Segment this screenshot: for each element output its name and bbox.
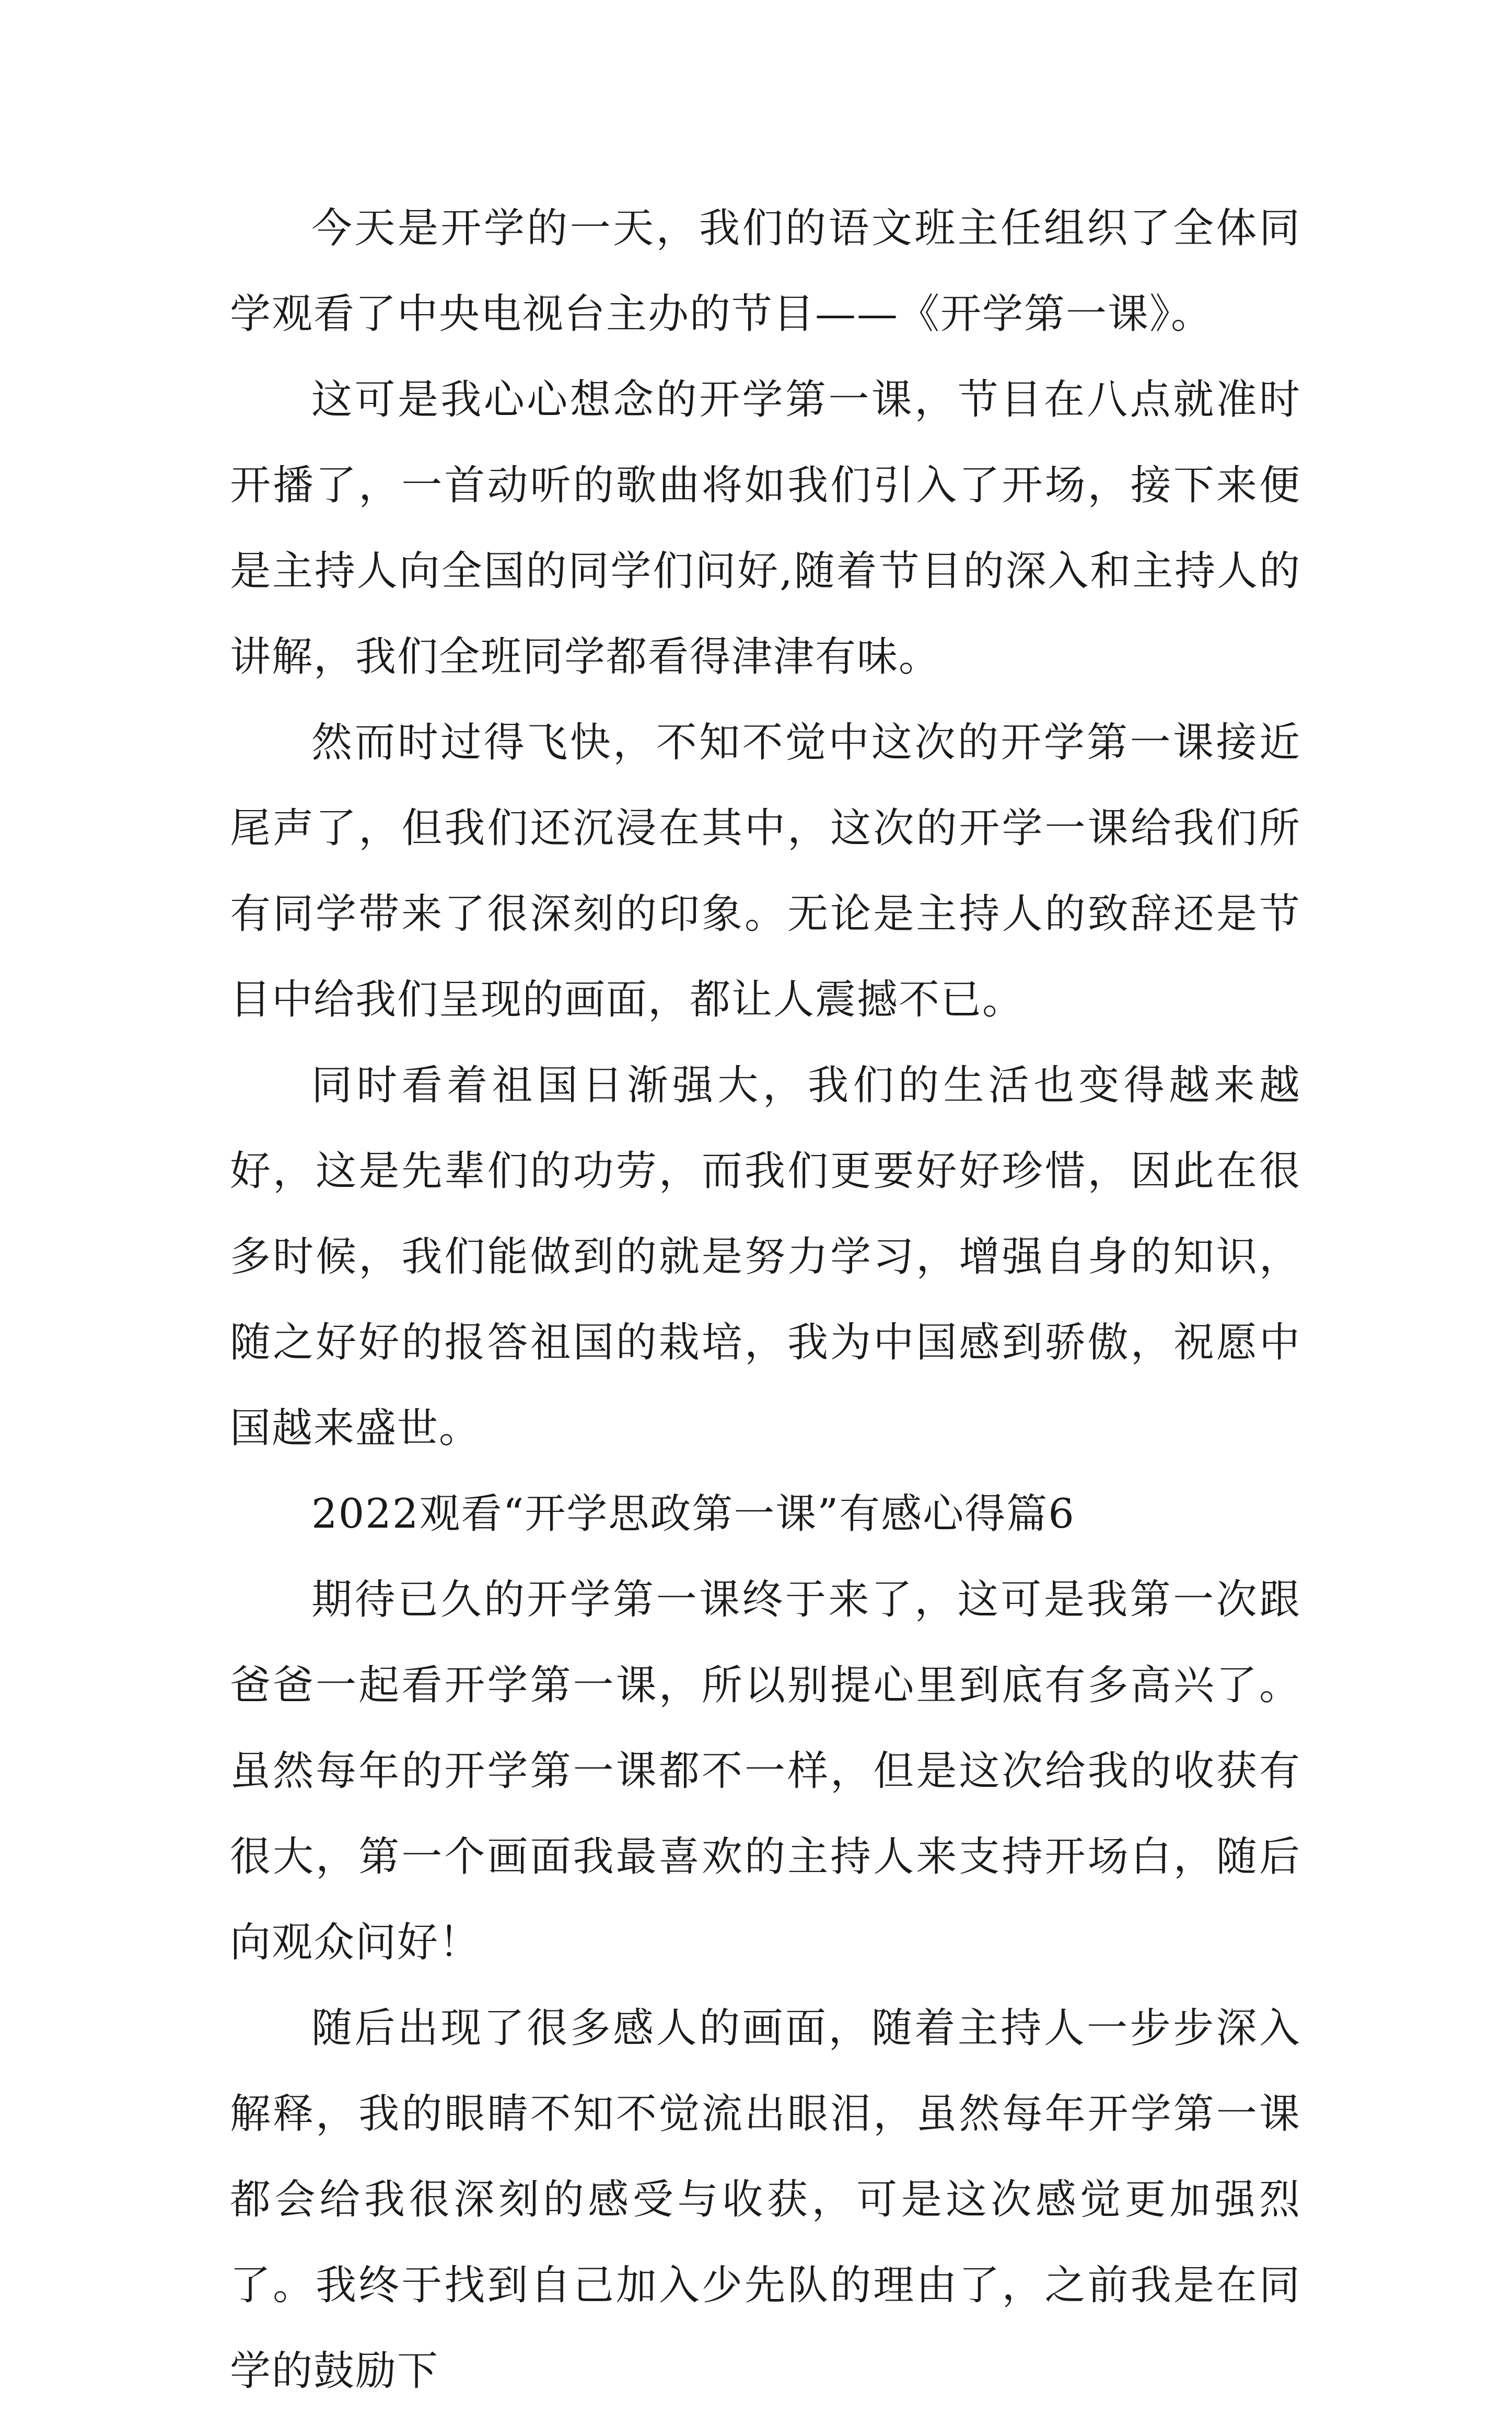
paragraph-5: 期待已久的开学第一课终于来了，这可是我第一次跟爸爸一起看开学第一课，所以别提心里到底有多高兴了。虽然每年的开学第一课都不一样，但是这次给我的收获有很大，第一个画面我最喜欢的主持人来支持开场白，随后向观众问好！ <box>230 1576 1301 1966</box>
paragraph-6: 随后出现了很多感人的画面，随着主持人一步步深入解释，我的眼睛不知不觉流出眼泪，虽然每年开学第一课都会给我很深刻的感受与收获，可是这次感觉更加强烈了。我终于找到自己加入少先队的理由了，之前我是在同学的鼓励下 <box>230 2005 1301 2395</box>
paragraph-1: 今天是开学的一天，我们的语文班主任组织了全体同学观看了中央电视台主办的节目——《开学第一课》。 <box>230 205 1301 338</box>
document-body <box>230 186 1301 2414</box>
section-heading: 2022观看“开学思政第一课”有感心得篇6 <box>311 1491 1075 1538</box>
paragraph-2: 这可是我心心想念的开学第一课，节目在八点就准时开播了，一首动听的歌曲将如我们引入了开场，接下来便是主持人向全国的同学们问好,随着节目的深入和主持人的讲解，我们全班同学都看得津津有味。 <box>230 376 1301 680</box>
paragraph-4: 同时看着祖国日渐强大，我们的生活也变得越来越好，这是先辈们的功劳，而我们更要好好珍惜，因此在很多时候，我们能做到的就是努力学习，增强自身的知识，随之好好的报答祖国的栽培，我为中国感到骄傲，祝愿中国越来盛世。 <box>230 1062 1301 1452</box>
paragraph-3: 然而时过得飞快，不知不觉中这次的开学第一课接近尾声了，但我们还沉浸在其中，这次的开学一课给我们所有同学带来了很深刻的印象。无论是主持人的致辞还是节目中给我们呈现的画面，都让人震撼不已。 <box>230 719 1301 1023</box>
